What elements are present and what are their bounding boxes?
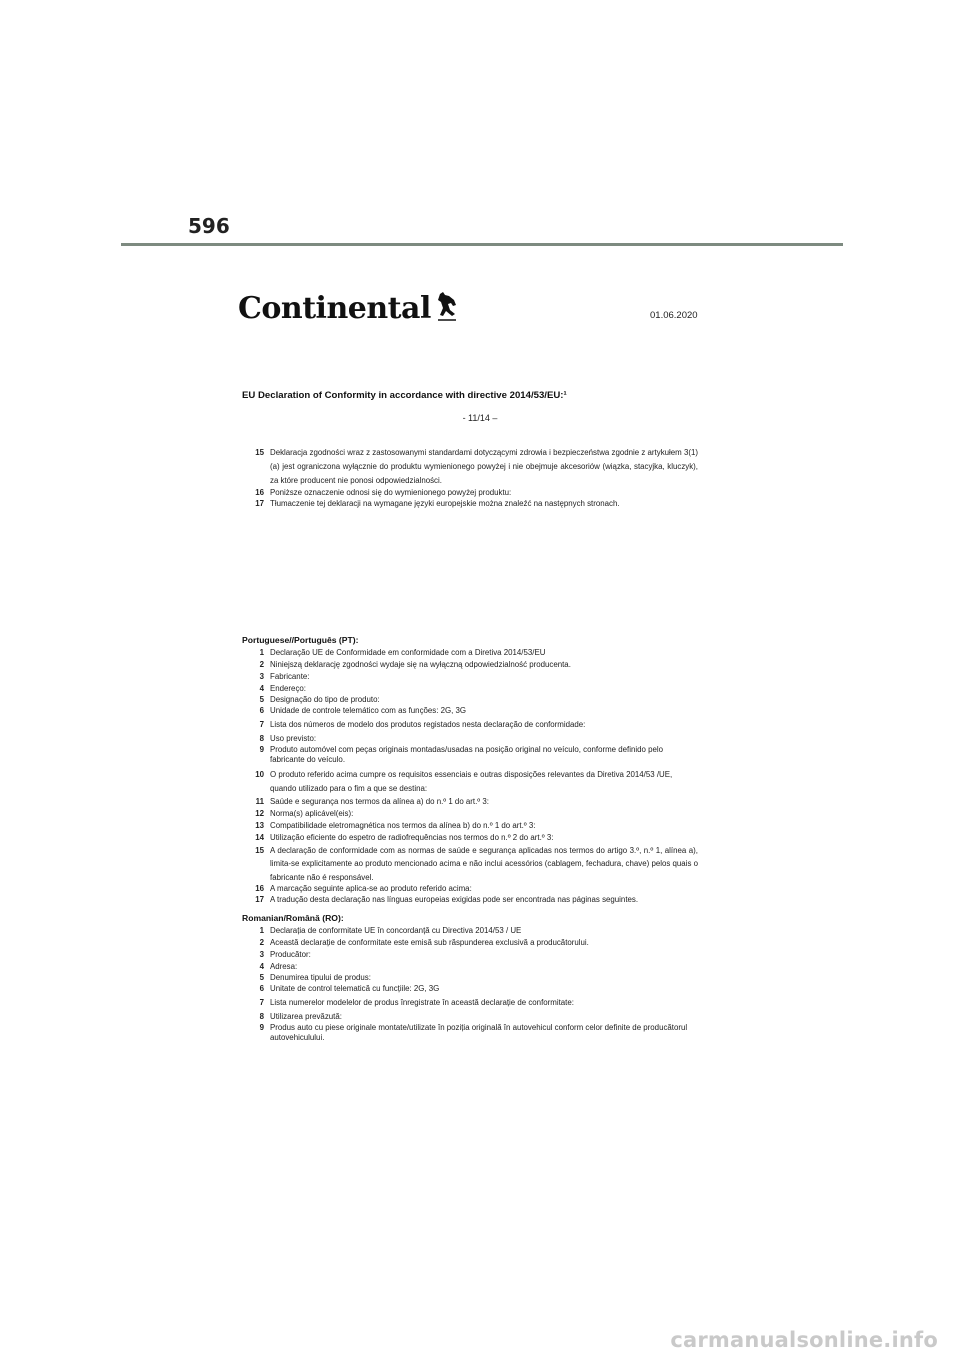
item-number: 6 [259,705,264,715]
document-page-count [0,413,960,423]
list-item [242,671,698,683]
list-item [242,683,698,695]
list-item [242,796,698,808]
list-item [242,832,698,844]
list-item [242,768,698,796]
header-rule [121,243,843,246]
item-number: 13 [255,820,264,830]
item-text: Produs auto cu piese originale montate/utilizate în poziția originală în autovehicul conform celor definite de producătorul autovehiculului. [270,1022,688,1042]
item-number: 15 [255,448,264,457]
romanian-section [242,913,698,1044]
list-item [242,745,698,766]
item-text: Această declarație de conformitate este emisă sub răspunderea exclusivă a producătorului. [270,938,589,947]
list-item [242,706,698,717]
item-text: A marcação seguinte aplica-se ao produto referido acima: [270,884,472,893]
item-number: 7 [259,998,264,1007]
item-number: 8 [259,1012,264,1021]
list-item [242,973,698,984]
item-text: Unidade de controle telemático com as funções: 2G, 3G [270,705,467,715]
item-number: 15 [255,845,264,855]
item-text: Denumirea tipului de produs: [270,973,371,982]
item-text: Produto automóvel com peças originais montadas/usadas na posição original no veículo, conforme definido pelo fabricante do veículo. [270,744,664,764]
watermark: carmanualsonline.info [670,1328,938,1352]
item-number: 17 [255,894,264,904]
page-number: 596 [188,214,230,238]
item-number: 6 [259,983,264,993]
item-number: 4 [259,962,264,971]
document-title: EU Declaration of Conformity in accordance with directive 2014/53/EU:¹ [242,390,567,401]
section-heading: Romanian/Română (RO): [242,913,344,923]
item-number: 1 [259,926,264,935]
item-text: A tradução desta declaração nas línguas europeias exigidas pode ser encontrada nas páginas seguintes. [270,894,639,904]
list-item [242,820,698,832]
continental-logo [238,282,460,324]
item-text: Norma(s) aplicável(eis): [270,808,354,818]
list-item [242,734,698,745]
item-number: 16 [255,488,264,497]
item-text: A declaração de conformidade com as normas de saúde e segurança aplicadas nos termos do artigo 3.º, n.º 1, alínea a), limita-se explicitamente ao produto mencionado acima e não inclui acessórios (cablagem, fechadura, chave) pelos quais o fabricante não é responsável. [270,845,698,882]
list-item [242,961,698,973]
item-number: 2 [259,660,264,669]
item-text: Deklaracja zgodności wraz z zastosowanymi standardami dotyczącymi zdrowia i bezpieczeństwa zgodnie z artykułem 3(1)(a) jest ograniczona wyłącznie do produktu wymienionego powyżej i nie obejmuje akcesoriów (wiązka, stacyjka, kluczyk), za które producent nie ponosi odpowiedzialności. [270,448,698,485]
list-item [242,925,698,937]
list-item [242,446,698,488]
item-number: 1 [259,648,264,657]
item-text: Poniższe oznaczenie odnosi się do wymienionego powyżej produktu: [270,488,512,497]
item-number: 14 [255,832,264,842]
document-date: 01.06.2020 [650,310,698,321]
continental-horse-icon [434,290,460,324]
item-number: 9 [259,744,264,754]
item-text: Tłumaczenie tej deklaracji na wymagane języki europejskie można znaleźć na następnych stronach. [270,498,620,508]
list-item [242,895,698,906]
item-text: Declarația de conformitate UE în concordanță cu Directiva 2014/53 / UE [270,926,522,935]
item-number: 9 [259,1022,264,1032]
list-item [242,659,698,671]
list-item [242,499,698,510]
list-item [242,1023,698,1044]
item-text: Producător: [270,950,311,959]
portuguese-section [242,635,698,905]
item-number: 4 [259,684,264,693]
list-item [242,808,698,820]
item-number: 7 [259,720,264,729]
list-item [242,884,698,895]
list-item [242,488,698,499]
item-text: Designação do tipo de produto: [270,695,380,704]
item-number: 2 [259,938,264,947]
item-text: Saúde e segurança nos termos da alínea a) do n.º 1 do art.º 3: [270,796,489,806]
item-number: 10 [255,769,264,779]
item-text: Adresa: [270,962,298,971]
item-text: Utilizarea prevăzută: [270,1012,342,1021]
item-text: O produto referido acima cumpre os requisitos essenciais e outras disposições relevantes da Diretiva 2014/53 /UE, quando utilizado para o fim a que se destina: [270,769,673,793]
item-number: 11 [255,796,264,806]
item-number: 3 [259,950,264,959]
list-item [242,647,698,659]
section-heading: Portuguese//Português (PT): [242,635,359,645]
item-number: 3 [259,672,264,681]
list-item [242,984,698,995]
item-number: 12 [255,808,264,818]
list-item [242,949,698,961]
item-text: Lista numerelor modelelor de produs înregistrate în această declarație de conformitate: [270,998,574,1007]
item-text: Lista dos números de modelo dos produtos registados nesta declaração de conformidade: [270,720,586,729]
item-text: Utilização eficiente do espetro de radiofrequências nos termos do n.º 2 do art.º 3: [270,832,554,842]
item-text: Declaração UE de Conformidade em conformidade com a Diretiva 2014/53/EU [270,648,546,657]
list-item [242,844,698,885]
item-number: 8 [259,734,264,743]
item-text: Compatibilidade eletromagnética nos termos da alínea b) do n.º 1 do art.º 3: [270,820,536,830]
item-number: 17 [255,498,264,508]
item-text: Fabricante: [270,672,310,681]
logo-text: Continental [238,291,431,326]
list-item [242,1012,698,1023]
polish-section [242,446,698,509]
item-text: Endereço: [270,684,306,693]
page-count-text: - 11/14 – [462,413,498,423]
item-text: Unitate de control telematică cu funcțiile: 2G, 3G [270,983,440,993]
item-number: 5 [259,973,264,982]
item-text: Niniejszą deklarację zgodności wydaje się na wyłączną odpowiedzialność producenta. [270,660,571,669]
list-item [242,719,698,731]
item-number: 16 [255,884,264,893]
list-item [242,695,698,706]
item-text: Uso previsto: [270,734,317,743]
list-item [242,997,698,1009]
item-number: 5 [259,695,264,704]
list-item [242,937,698,949]
